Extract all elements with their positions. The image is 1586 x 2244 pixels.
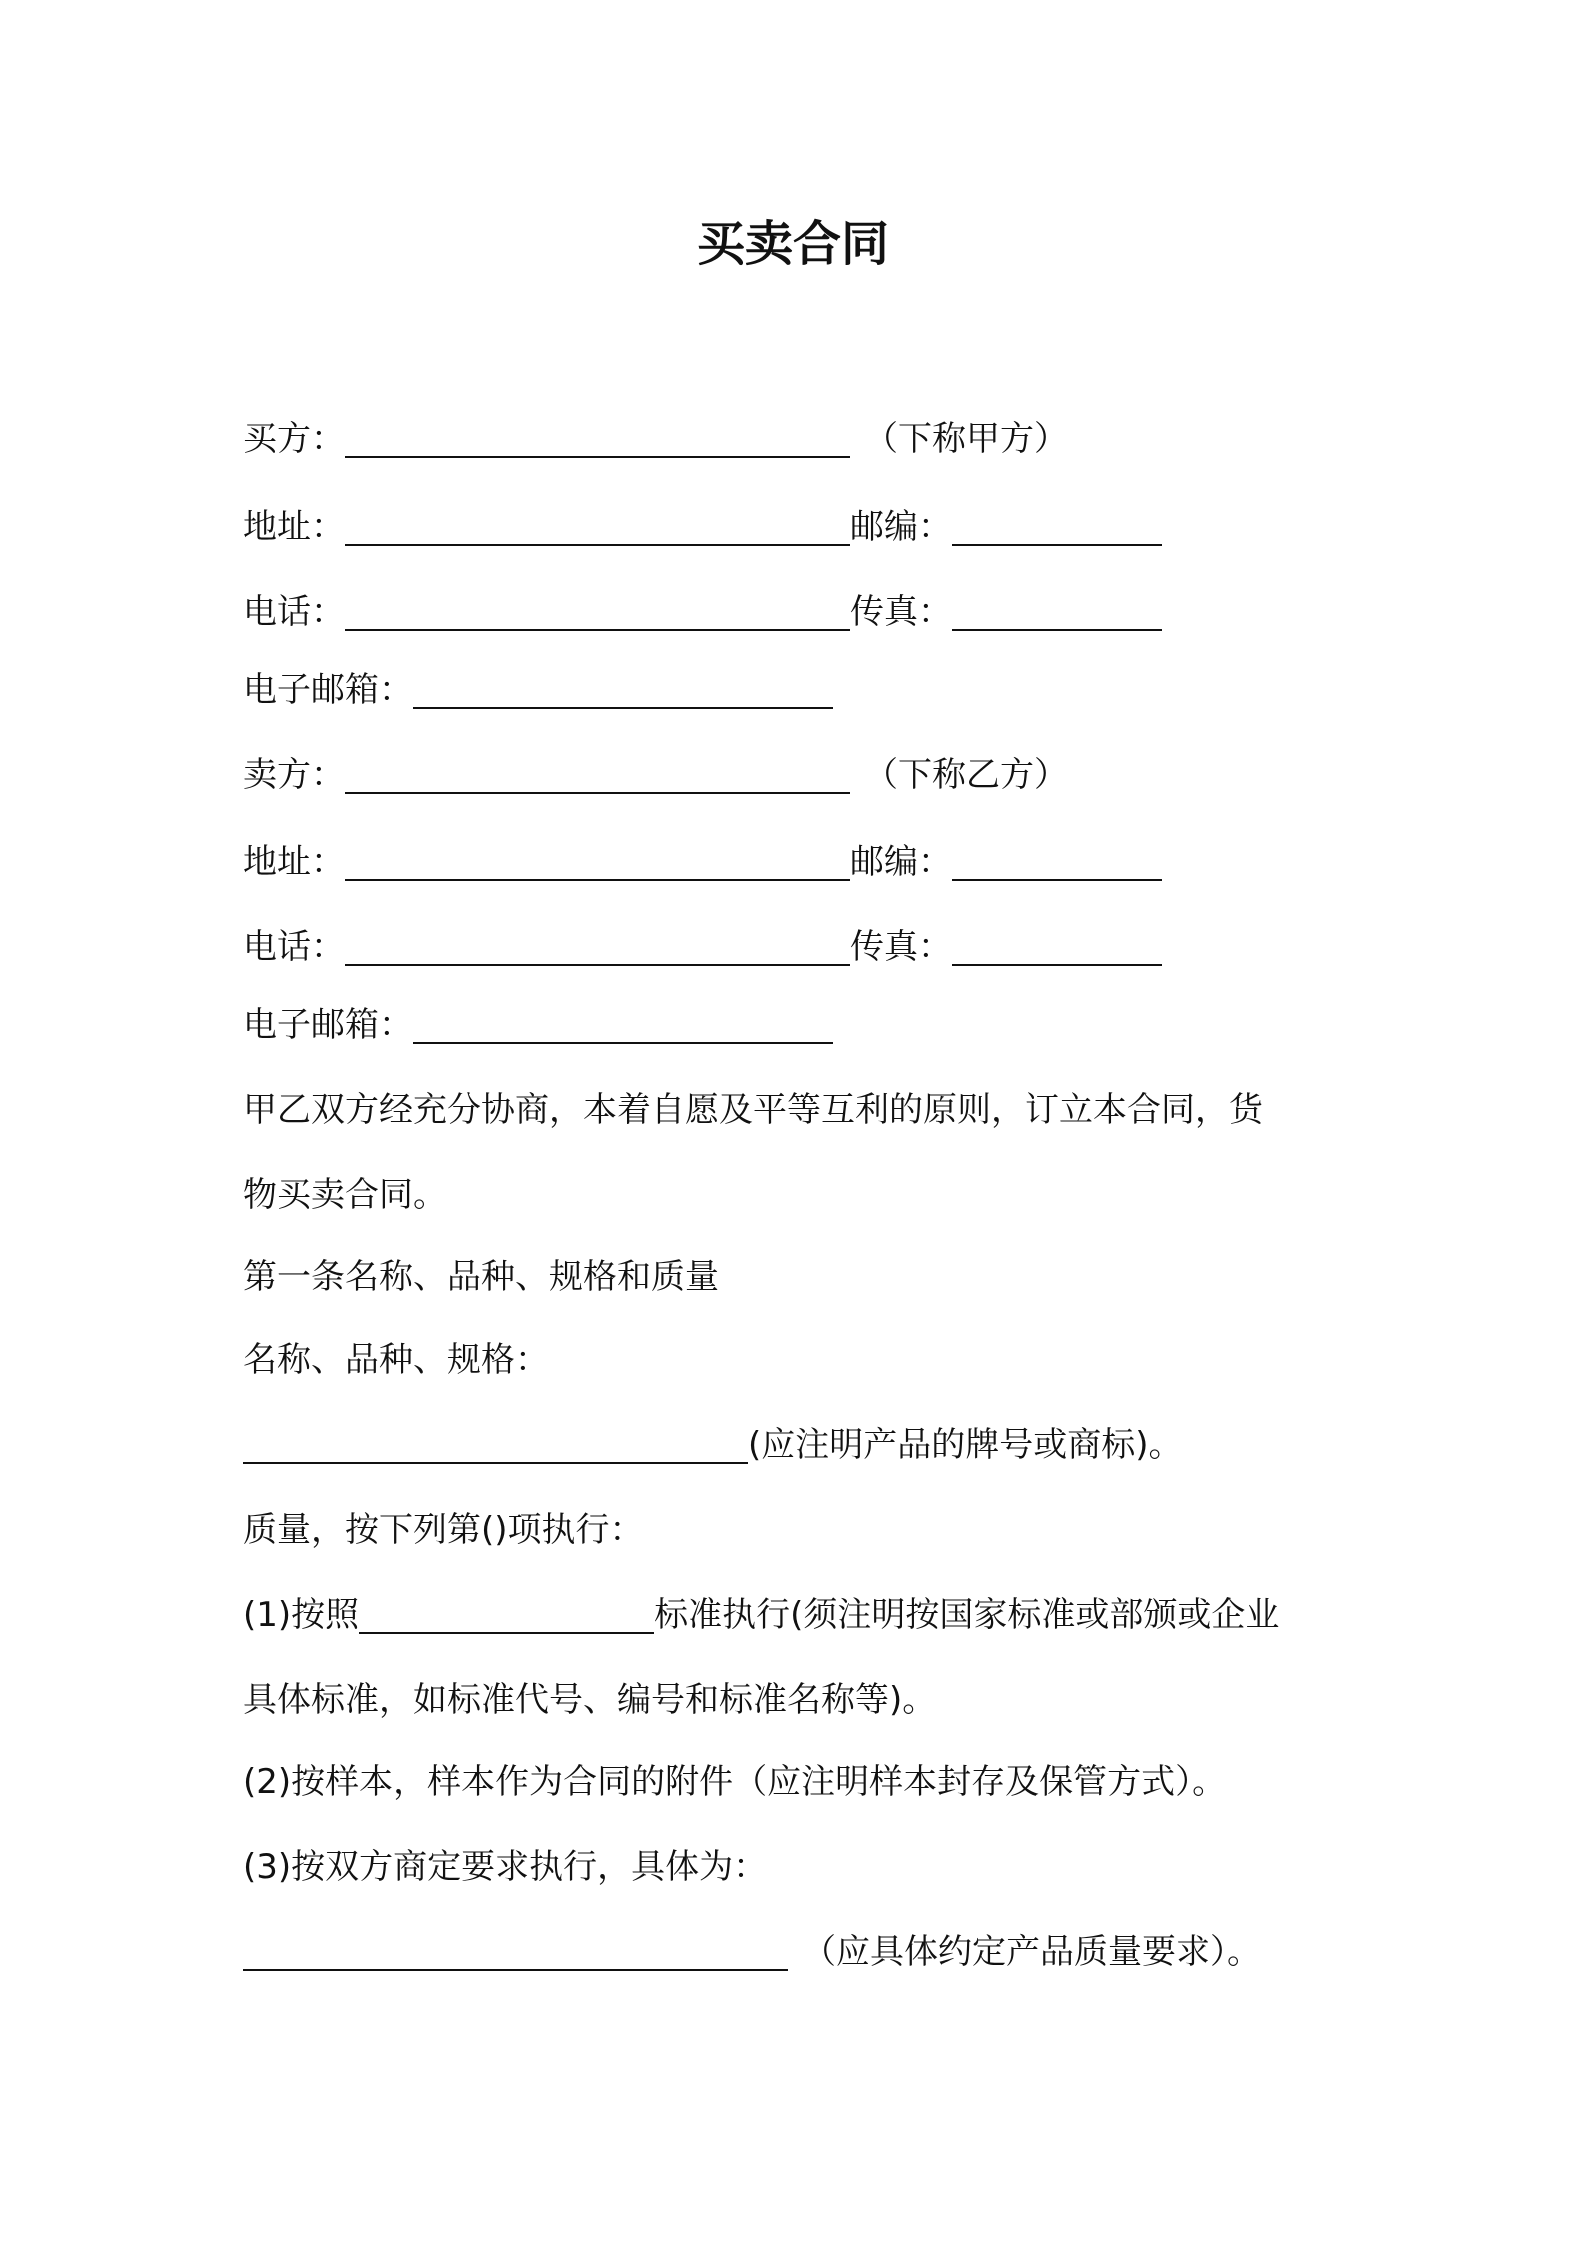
buyer-address-line — [243, 500, 1162, 554]
option-1-prefix: (1)按照 — [243, 1595, 360, 1635]
standard-blank[interactable] — [359, 1592, 654, 1634]
seller-address-label: 地址： — [243, 842, 345, 882]
name-note: (应注明产品的牌号或商标)。 — [748, 1425, 1183, 1465]
option-1-line-2: 具体标准，如标准代号、编号和标准名称等)。 — [243, 1680, 937, 1720]
option-3-detail-line — [243, 1925, 1261, 1979]
intro-paragraph-line-1: 甲乙双方经充分协商，本着自愿及平等互利的原则，订立本合同，货 — [243, 1090, 1263, 1130]
buyer-party-note: （下称甲方） — [864, 419, 1068, 459]
intro-paragraph-line-2: 物买卖合同。 — [243, 1175, 447, 1215]
seller-fax-label: 传真： — [850, 927, 952, 967]
seller-postcode-label: 邮编： — [850, 842, 952, 882]
option-1-suffix: 标准执行(须注明按国家标准或部颁或企业 — [654, 1595, 1280, 1635]
buyer-email-blank[interactable] — [413, 667, 833, 709]
page-title: 买卖合同 — [696, 216, 889, 272]
buyer-phone-blank[interactable] — [345, 589, 850, 631]
seller-postcode-blank[interactable] — [952, 839, 1162, 881]
seller-address-line — [243, 835, 1162, 889]
option-1-line — [243, 1588, 1279, 1642]
seller-name-blank[interactable] — [345, 752, 850, 794]
quality-requirement-blank[interactable] — [243, 1929, 788, 1971]
option-3-line: (3)按双方商定要求执行，具体为： — [243, 1847, 768, 1887]
product-name-blank[interactable] — [243, 1422, 748, 1464]
option-3-note: （应具体约定产品质量要求）。 — [802, 1932, 1261, 1972]
buyer-email-line — [243, 663, 833, 717]
name-label: 名称、品种、规格： — [243, 1340, 549, 1380]
name-line — [243, 1418, 1183, 1472]
buyer-party-line — [243, 412, 1068, 466]
buyer-party-label: 买方： — [243, 419, 345, 459]
buyer-phone-line — [243, 585, 1162, 639]
buyer-postcode-label: 邮编： — [850, 507, 952, 547]
seller-phone-line — [243, 920, 1162, 974]
buyer-phone-label: 电话： — [243, 592, 345, 632]
seller-phone-label: 电话： — [243, 927, 345, 967]
seller-party-line — [243, 748, 1068, 802]
buyer-email-label: 电子邮箱： — [243, 670, 413, 710]
buyer-fax-label: 传真： — [850, 592, 952, 632]
seller-party-note: （下称乙方） — [864, 755, 1068, 795]
seller-email-label: 电子邮箱： — [243, 1005, 413, 1045]
seller-email-blank[interactable] — [413, 1002, 833, 1044]
seller-address-blank[interactable] — [345, 839, 850, 881]
seller-fax-blank[interactable] — [952, 924, 1162, 966]
option-2-line: (2)按样本，样本作为合同的附件（应注明样本封存及保管方式）。 — [243, 1762, 1227, 1802]
seller-phone-blank[interactable] — [345, 924, 850, 966]
buyer-postcode-blank[interactable] — [952, 504, 1162, 546]
quality-label: 质量，按下列第()项执行： — [243, 1510, 644, 1550]
buyer-address-label: 地址： — [243, 507, 345, 547]
article-1-heading: 第一条名称、品种、规格和质量 — [243, 1257, 719, 1297]
seller-email-line — [243, 998, 833, 1052]
buyer-address-blank[interactable] — [345, 504, 850, 546]
buyer-name-blank[interactable] — [345, 416, 850, 458]
buyer-fax-blank[interactable] — [952, 589, 1162, 631]
seller-party-label: 卖方： — [243, 755, 345, 795]
